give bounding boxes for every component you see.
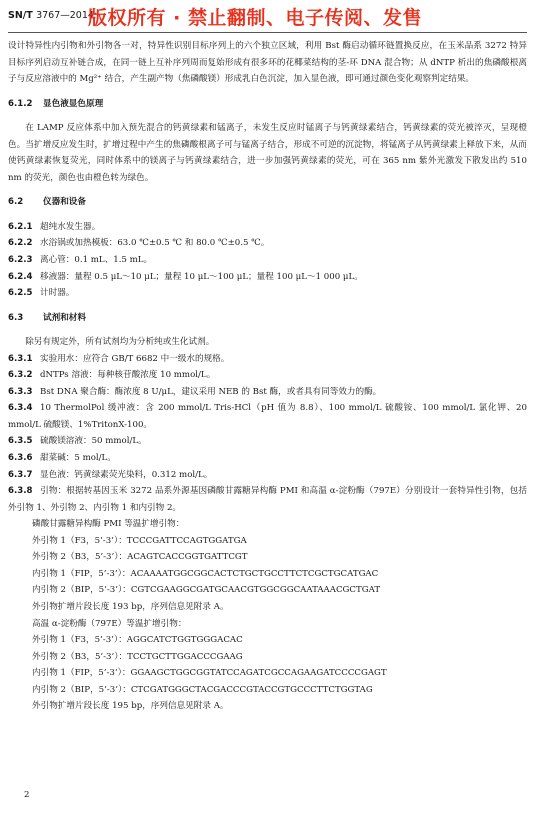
primer-line: 外引物 1（F3，5’-3’）：TCCCGATTCCAGTGGATGA (32, 535, 247, 546)
list-item (8, 351, 527, 368)
list-item (8, 285, 527, 302)
item-number: 6.2.2 (8, 238, 33, 249)
item-text: 移液器：量程 0.5 μL～10 μL；量程 10 μL～100 μL；量程 100 μL～1 000 μL。 (40, 271, 363, 282)
primer-line: 外引物 1（F3，5’-3’）：AGGCATCTGGTGGGACAC (32, 635, 243, 646)
standard-code (8, 10, 94, 21)
section-paragraph: 在 LAMP 反应体系中加入预先混合的钙黄绿素和锰离子，未发生反应时锰离子与钙黄绿素结合，钙黄绿素的荧光被淬灭，呈现橙色。当扩增反应发生时，扩增过程中产生的焦磷酸根离子可与锰离子结合，形成不可逆的沉淀物，将锰离子从钙黄绿素上释放下来，从而使钙黄绿素恢复荧光，同时体系中的镁离子与钙黄绿素结合，进一步加强钙黄绿素的荧光，可在 365 nm 紫外光激发下散发出约 510 nm 的荧光，颜色也由橙色转为绿色。 (8, 123, 527, 183)
item-text: 实验用水：应符合 GB/T 6682 中一级水的规格。 (40, 353, 230, 364)
primer-line: 磷酸甘露糖异构酶 PMI 等温扩增引物： (32, 519, 185, 530)
item-number: 6.3.3 (8, 386, 33, 397)
intro-paragraph: 设计特异性内引物和外引物各一对，特异性识别目标序列上的六个独立区域，利用 Bst 酶启动循环链置换反应，在玉米品系 3272 特异目标序列启动互补链合成，在同一链上互补序列周而复始形成有很多环的花椰菜结构的茎-环 DNA 混合物；从 dNTP 析出的焦磷酸根离子与反应溶液中的 Mg²⁺ 结合，产生副产物（焦磷酸镁）形成乳白色沉淀，加入显色液，即可通过颜色变化观察判定结果。 (8, 41, 527, 85)
item-number: 6.3.5 (8, 436, 33, 447)
section-heading-6-3 (8, 310, 527, 327)
item-number: 6.3.7 (8, 469, 33, 480)
item-number: 6.3.1 (8, 353, 33, 364)
item-text: Bst DNA 聚合酶：酶浓度 8 U/μL，建议采用 NEB 的 Bst 酶，或者具有同等效力的酶。 (40, 386, 382, 397)
primer-line: 内引物 1（FIP，5’-3’）：ACAAAATGGCGGCACTCTGCTGCCTTCTCGCTGCATGAC (32, 568, 379, 579)
section-number: 6.1.2 (8, 98, 33, 109)
list-item (8, 400, 527, 433)
section-intro: 除另有规定外，所有试剂均为分析纯或生化试剂。 (25, 337, 215, 348)
copyright-watermark: 版权所有 · 禁止翻制、电子传阅、发售 (88, 7, 422, 29)
item-number: 6.3.8 (8, 486, 33, 497)
item-text: 水浴锅或加热模板：63.0 ℃±0.5 ℃ 和 80.0 ℃±0.5 ℃。 (40, 238, 270, 249)
item-text: 离心管：0.1 mL、1.5 mL。 (40, 255, 153, 266)
primer-line: 内引物 2（BIP，5’-3’）：CGTCGAAGGCGATGCAACGTGGCGGCAATAAACGCTGAT (32, 585, 381, 596)
header-rule (8, 32, 527, 33)
list-item (8, 433, 527, 450)
list-item (8, 252, 527, 269)
item-text: 甜菜碱：5 mol/L。 (40, 453, 116, 464)
section-number: 6.2 (8, 197, 24, 208)
primer-line: 外引物扩增片段长度 193 bp，序列信息见附录 A。 (32, 601, 229, 612)
section-title: 试剂和材料 (43, 312, 86, 323)
item-number: 6.3.6 (8, 453, 33, 464)
list-item (8, 483, 527, 516)
page-header (8, 6, 527, 32)
item-text: 引物：根据转基因玉米 3272 品系外源基因磷酸甘露糖异构酶 PMI 和高温 α-淀粉酶（797E）分别设计一套特异性引物，包括外引物 1、外引物 2、内引物 1 和内引物 2。 (8, 486, 527, 513)
list-item (8, 219, 527, 236)
item-text: 硫酸镁溶液：50 mmol/L。 (40, 436, 147, 447)
section-number: 6.3 (8, 312, 24, 323)
item-number: 6.2.5 (8, 288, 33, 299)
primer-line: 外引物 2（B3，5’-3’）：TCCTGCTTGGACCCGAAG (32, 651, 243, 662)
item-number: 6.3.4 (8, 403, 33, 414)
document-body (8, 38, 527, 715)
section-title: 仪器和设备 (43, 197, 86, 208)
item-text: 超纯水发生器。 (40, 221, 101, 232)
page-number: 2 (24, 790, 30, 800)
section-heading-6-1-2 (8, 96, 527, 113)
section-heading-6-2 (8, 194, 527, 211)
primer-line: 外引物 2（B3，5’-3’）：ACAGTCACCGGTGATTCGT (32, 552, 248, 563)
primer-line: 内引物 1（FIP，5’-3’）：GGAAGCTGGCGGTATCCAGATCGCCAGAAGATCCCCGAGT (32, 668, 387, 679)
primer-line: 内引物 2（BIP，5’-3’）：CTCGATGGGCTACGACCCGTACCGTGCCCTTCTGGTAG (32, 684, 373, 695)
list-item (8, 450, 527, 467)
item-text: 显色液：钙黄绿素荧光染料，0.312 mol/L。 (40, 469, 213, 480)
list-item (8, 235, 527, 252)
primer-line: 高温 α-淀粉酶（797E）等温扩增引物： (32, 618, 187, 629)
item-number: 6.2.1 (8, 221, 33, 232)
item-text: dNTPs 溶液：每种核苷酸浓度 10 mmol/L。 (40, 370, 216, 381)
list-item (8, 269, 527, 286)
item-number: 6.2.4 (8, 271, 33, 282)
primer-list (8, 516, 527, 715)
item-text: 10 ThermolPol 缓冲液：含 200 mmol/L Tris-HCl（pH 值为 8.8）、100 mmol/L 硫酸铵、100 mmol/L 氯化钾、20 mmol/L 硫酸镁、1%TritonX-100。 (8, 403, 527, 430)
list-item (8, 384, 527, 401)
standard-code-prefix: SN/T (8, 10, 33, 21)
list-item (8, 467, 527, 484)
item-text: 计时器。 (40, 288, 75, 299)
section-title: 显色液显色原理 (43, 98, 104, 109)
item-number: 6.2.3 (8, 255, 33, 266)
item-number: 6.3.2 (8, 370, 33, 381)
standard-number: 3767—2014 (36, 10, 94, 21)
list-item (8, 367, 527, 384)
primer-line: 外引物扩增片段长度 195 bp，序列信息见附录 A。 (32, 701, 229, 712)
